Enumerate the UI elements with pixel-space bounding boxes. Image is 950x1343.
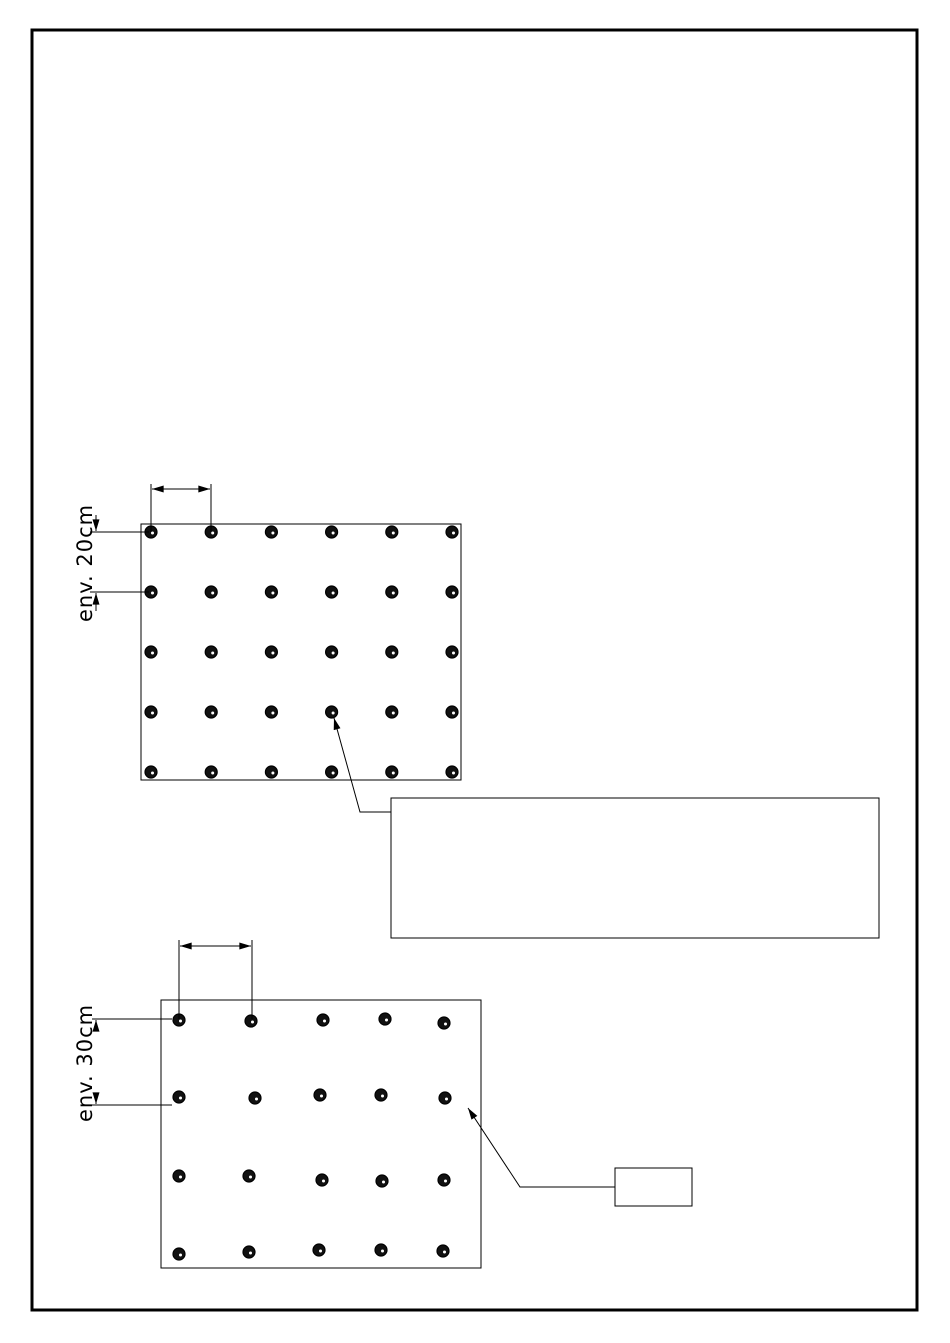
top-grid-dot-core-r2-c3 (271, 592, 274, 595)
top-grid-dot-r5-c4 (326, 766, 338, 778)
bottom-grid-dot-r1-c4 (379, 1013, 391, 1025)
bottom-grid-dot-core-r3-c5 (444, 1180, 447, 1183)
top-grid-dot-core-r3-c6 (452, 652, 455, 655)
top-grid-dot-r1-c6 (446, 526, 458, 538)
top-grid-dot-r2-c2 (205, 586, 217, 598)
top-grid-dot-r1-c4 (326, 526, 338, 538)
bottom-grid-dot-core-r1-c5 (444, 1023, 447, 1026)
top-grid-dot-core-r1-c5 (392, 532, 395, 535)
top-grid-dot-core-r3-c4 (332, 652, 335, 655)
top-grid-dot-core-r3-c3 (271, 652, 274, 655)
bottom-grid-dot-core-r1-c2 (251, 1021, 254, 1024)
bottom-grid-dot-r3-c5 (438, 1174, 450, 1186)
bottom-grid-dot-core-r2-c4 (381, 1095, 384, 1098)
top-grid-dot-core-r2-c2 (211, 592, 214, 595)
top-grid-dot-core-r2-c4 (332, 592, 335, 595)
top-grid-dot-r2-c6 (446, 586, 458, 598)
bottom-grid-dot-r4-c4 (375, 1244, 387, 1256)
top-grid-dot-r3-c6 (446, 646, 458, 658)
top-grid-dot-core-r3-c5 (392, 652, 395, 655)
top-horizontal-dimension (151, 484, 211, 532)
bottom-grid-dot-r2-c1 (173, 1091, 185, 1103)
top-grid-dot-core-r4-c5 (392, 712, 395, 715)
top-grid-dot-core-r1-c4 (332, 532, 335, 535)
top-grid-dot-core-r1-c2 (211, 532, 214, 535)
top-grid-dot-r5-c6 (446, 766, 458, 778)
bottom-grid-dot-r2-c5 (439, 1092, 451, 1104)
bottom-grid-dot-r2-c2 (249, 1092, 261, 1104)
top-grid-dot-r3-c1 (145, 646, 157, 658)
top-grid-dot-core-r1-c3 (271, 532, 274, 535)
top-grid-dots (145, 526, 458, 778)
top-grid-dot-core-r1-c6 (452, 532, 455, 535)
top-grid-dot-r5-c1 (145, 766, 157, 778)
bottom-grid-dot-core-r3-c3 (322, 1180, 325, 1183)
top-grid (73, 484, 879, 938)
bottom-grid-dot-r2-c4 (375, 1089, 387, 1101)
bottom-grid-dot-r4-c2 (243, 1246, 255, 1258)
bottom-grid-dot-core-r2-c5 (445, 1098, 448, 1101)
top-grid-dot-r4-c3 (265, 706, 277, 718)
top-note-box (391, 798, 879, 938)
bottom-grid-dot-core-r2-c2 (255, 1098, 258, 1101)
bottom-grid (73, 940, 692, 1268)
top-spacing-label: env. 20cm (73, 503, 97, 622)
top-leader (334, 718, 391, 812)
top-grid-dot-core-r5-c5 (392, 772, 395, 775)
bottom-grid-dot-r1-c2 (245, 1015, 257, 1027)
top-grid-dot-r1-c3 (265, 526, 277, 538)
top-grid-dot-r3-c4 (326, 646, 338, 658)
top-grid-dot-r4-c1 (145, 706, 157, 718)
bottom-grid-dot-r4-c5 (437, 1245, 449, 1257)
bottom-vertical-dimension (73, 1004, 172, 1122)
top-grid-dot-core-r2-c6 (452, 592, 455, 595)
top-grid-dot-r3-c3 (265, 646, 277, 658)
bottom-grid-dot-r2-c3 (314, 1089, 326, 1101)
top-grid-dot-r4-c6 (446, 706, 458, 718)
bottom-grid-dot-core-r2-c3 (320, 1095, 323, 1098)
bottom-grid-dot-r1-c5 (438, 1017, 450, 1029)
bottom-grid-dot-r1-c3 (317, 1014, 329, 1026)
bottom-grid-dot-core-r1-c3 (323, 1020, 326, 1023)
top-grid-dot-core-r4-c2 (211, 712, 214, 715)
bottom-grid-dot-r3-c3 (316, 1174, 328, 1186)
top-grid-frame (141, 524, 461, 780)
bottom-grid-dot-core-r4-c5 (443, 1251, 446, 1254)
bottom-grid-dot-core-r2-c1 (179, 1097, 182, 1100)
bottom-grid-dot-r3-c2 (243, 1170, 255, 1182)
bottom-grid-frame (161, 1000, 481, 1268)
bottom-grid-dot-r3-c4 (376, 1175, 388, 1187)
bottom-grid-dot-core-r1-c1 (179, 1020, 182, 1023)
top-grid-dot-core-r5-c3 (271, 772, 274, 775)
top-grid-dot-r3-c2 (205, 646, 217, 658)
bottom-grid-dot-core-r3-c1 (179, 1176, 182, 1179)
bottom-grid-dot-r3-c1 (173, 1170, 185, 1182)
bottom-grid-dot-r4-c1 (173, 1248, 185, 1260)
bottom-leader (468, 1108, 615, 1187)
top-grid-dot-r1-c5 (386, 526, 398, 538)
top-grid-dot-r4-c5 (386, 706, 398, 718)
top-grid-dot-core-r5-c4 (332, 772, 335, 775)
top-grid-dot-core-r5-c1 (151, 772, 154, 775)
top-grid-dot-core-r3-c1 (151, 652, 154, 655)
top-grid-dot-r2-c3 (265, 586, 277, 598)
bottom-grid-dots (173, 1013, 451, 1260)
top-grid-dot-core-r5-c6 (452, 772, 455, 775)
top-grid-dot-core-r4-c6 (452, 712, 455, 715)
top-grid-dot-core-r2-c5 (392, 592, 395, 595)
bottom-grid-dot-core-r4-c3 (319, 1250, 322, 1253)
bottom-grid-dot-core-r4-c4 (381, 1250, 384, 1253)
top-grid-dot-r4-c2 (205, 706, 217, 718)
bottom-spacing-label: env. 30cm (73, 1003, 97, 1122)
top-grid-dot-core-r4-c1 (151, 712, 154, 715)
bottom-grid-dot-core-r1-c4 (385, 1019, 388, 1022)
top-grid-dot-r4-c4 (326, 706, 338, 718)
bottom-grid-dot-core-r4-c2 (249, 1252, 252, 1255)
top-grid-dot-r5-c3 (265, 766, 277, 778)
bottom-note-box (615, 1168, 692, 1206)
top-grid-dot-core-r2-c1 (151, 592, 154, 595)
top-grid-dot-r5-c5 (386, 766, 398, 778)
top-grid-dot-r2-c5 (386, 586, 398, 598)
top-grid-dot-r3-c5 (386, 646, 398, 658)
top-vertical-dimension (73, 504, 149, 622)
top-grid-dot-core-r3-c2 (211, 652, 214, 655)
top-grid-dot-core-r5-c2 (211, 772, 214, 775)
top-grid-dot-r2-c4 (326, 586, 338, 598)
bottom-grid-dot-r4-c3 (313, 1244, 325, 1256)
bottom-grid-dot-core-r4-c1 (179, 1254, 182, 1257)
bottom-grid-dot-core-r3-c4 (382, 1181, 385, 1184)
top-grid-dot-r5-c2 (205, 766, 217, 778)
bottom-horizontal-dimension (179, 940, 252, 1019)
top-grid-dot-core-r4-c4 (332, 712, 335, 715)
bottom-grid-dot-core-r3-c2 (249, 1176, 252, 1179)
top-grid-dot-core-r4-c3 (271, 712, 274, 715)
